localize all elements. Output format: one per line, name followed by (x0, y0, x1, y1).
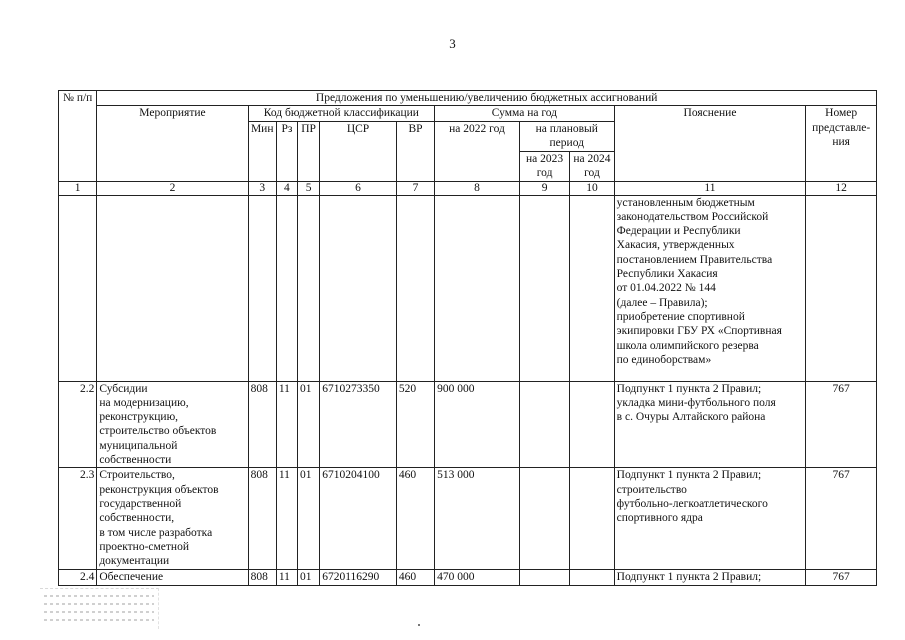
header-row-number: № п/п (59, 91, 97, 182)
col-number: 9 (519, 181, 569, 195)
scan-speck (418, 624, 420, 626)
col-number: 12 (806, 181, 877, 195)
column-number-row (59, 181, 877, 195)
header-sum-year: Сумма на год (435, 106, 615, 121)
col-number: 4 (276, 181, 297, 195)
row-2023 (519, 468, 569, 570)
header-vr: ВР (396, 121, 434, 181)
row-explanation: Подпункт 1 пункта 2 Правил; укладка мини-футбольного поля в с. Очуры Алтайского района (614, 381, 806, 468)
row-min: 808 (248, 570, 276, 585)
col-number: 10 (570, 181, 614, 195)
continuation-row (59, 195, 877, 381)
col-number: 5 (298, 181, 320, 195)
row-rz: 11 (276, 468, 297, 570)
row-rz: 11 (276, 381, 297, 468)
row-pr: 01 (298, 570, 320, 585)
row-csr: 6720116290 (320, 570, 397, 585)
row-min: 808 (248, 468, 276, 570)
row-csr: 6710204100 (320, 468, 397, 570)
row-explanation: Подпункт 1 пункта 2 Правил; (614, 570, 806, 585)
row-2022: 900 000 (435, 381, 520, 468)
col-number: 1 (59, 181, 97, 195)
col-number: 8 (435, 181, 520, 195)
row-measure: Строительство, реконструкция объектов государственной собственности, в том числе разработка проектно-сметной документации (97, 468, 248, 570)
header-pr: ПР (298, 121, 320, 181)
col-number: 6 (320, 181, 397, 195)
page-number: 3 (449, 36, 456, 51)
row-submission: 767 (806, 468, 877, 570)
table-row (59, 468, 877, 570)
col-number: 2 (97, 181, 248, 195)
row-vr: 460 (396, 570, 434, 585)
header-planning-period: на плановый период (519, 121, 614, 151)
table-row (59, 381, 877, 468)
header-2022: на 2022 год (435, 121, 520, 181)
row-rz: 11 (276, 570, 297, 585)
row-explanation: Подпункт 1 пункта 2 Правил; строительство футбольно-легкоатлетического спортивного ядра (614, 468, 806, 570)
row-measure: Субсидии на модернизацию, реконструкцию, строительство объектов муниципальной собственности (97, 381, 248, 468)
row-2024 (570, 570, 614, 585)
header-explanation: Пояснение (614, 106, 806, 181)
row-submission: 767 (806, 381, 877, 468)
header-csr: ЦСР (320, 121, 397, 181)
row-pr: 01 (298, 381, 320, 468)
row-2023 (519, 570, 569, 585)
header-budget-code: Код бюджетной классификации (248, 106, 435, 121)
faint-stamp (40, 588, 159, 629)
row-2022: 513 000 (435, 468, 520, 570)
row-vr: 460 (396, 468, 434, 570)
budget-table (58, 90, 877, 586)
header-rz: Рз (276, 121, 297, 181)
row-number: 2.3 (59, 468, 97, 570)
row-2024 (570, 381, 614, 468)
row-submission: 767 (806, 570, 877, 585)
header-measure: Мероприятие (97, 106, 248, 181)
col-number: 7 (396, 181, 434, 195)
row-2022: 470 000 (435, 570, 520, 585)
header-min: Мин (248, 121, 276, 181)
continuation-explanation: установленным бюджетным законодательством Российской Федерации и Республики Хакасия, утвержденных постановлением Правительства Республики Хакасия от 01.04.2022 № 144 (далее – Правила); приобретение спортивной экипировки ГБУ РХ «Спортивная школа олимпийского резерва по единоборствам» (614, 195, 806, 381)
header-2023: на 2023 год (519, 151, 569, 181)
row-measure: Обеспечение (97, 570, 248, 585)
row-2023 (519, 381, 569, 468)
row-number: 2.4 (59, 570, 97, 585)
row-csr: 6710273350 (320, 381, 397, 468)
row-number: 2.2 (59, 381, 97, 468)
row-vr: 520 (396, 381, 434, 468)
header-submission-number: Номер представле-ния (806, 106, 877, 181)
header-2024: на 2024 год (570, 151, 614, 181)
row-2024 (570, 468, 614, 570)
header-proposals: Предложения по уменьшению/увеличению бюджетных ассигнований (97, 91, 877, 106)
row-pr: 01 (298, 468, 320, 570)
table-row (59, 570, 877, 585)
col-number: 11 (614, 181, 806, 195)
col-number: 3 (248, 181, 276, 195)
row-min: 808 (248, 381, 276, 468)
